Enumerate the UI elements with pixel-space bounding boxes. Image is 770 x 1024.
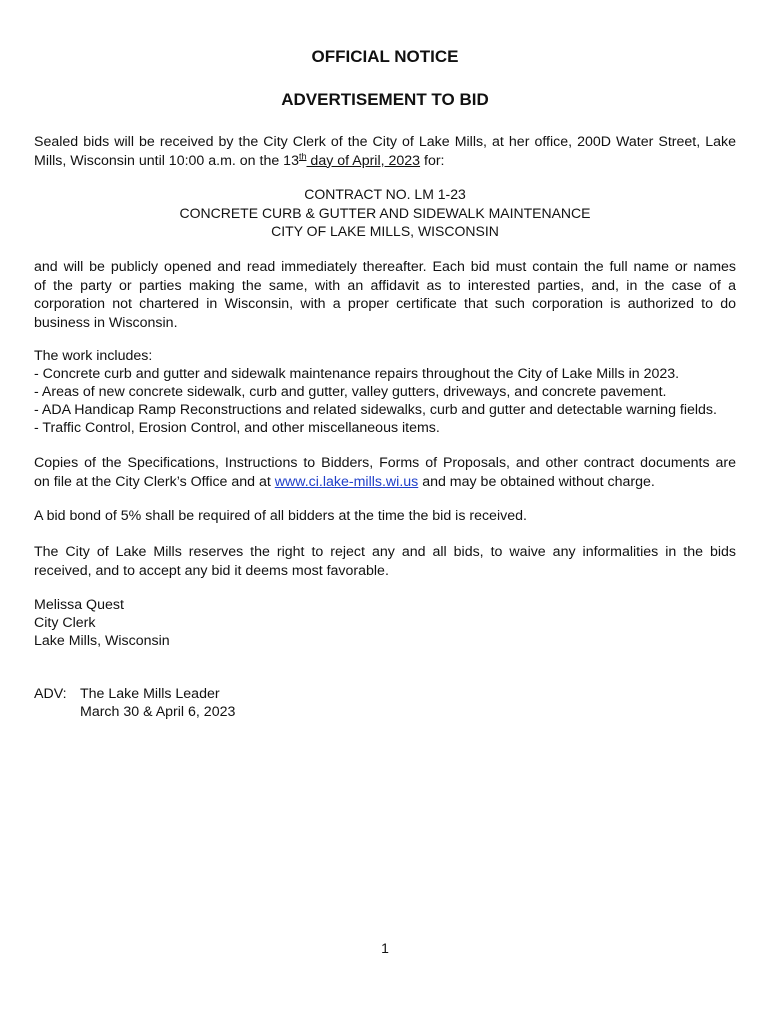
opening-line: corporation not chartered in Wisconsin, with a proper certificate that such corporation is authorized to do: [34, 296, 736, 312]
opening-line: business in Wisconsin.: [34, 314, 178, 331]
work-item: - Traffic Control, Erosion Control, and other miscellaneous items.: [34, 420, 440, 436]
notice-title: OFFICIAL NOTICE: [311, 47, 459, 66]
signer-place: Lake Mills, Wisconsin: [34, 633, 170, 649]
work-item: - Concrete curb and gutter and sidewalk maintenance repairs throughout the City of Lake Mills in 2023.: [34, 366, 680, 382]
intro-text: Mills, Wisconsin until 10:00 a.m. on the 13: [34, 152, 299, 169]
signature-block: [34, 596, 170, 650]
adv-label: ADV:: [34, 686, 67, 702]
adv-dates: March 30 & April 6, 2023: [80, 704, 236, 720]
bond-paragraph: A bid bond of 5% shall be required of all bidders at the time the bid is received.: [34, 508, 527, 524]
work-heading: The work includes:: [34, 348, 153, 364]
opening-line: and will be publicly opened and read immediately thereafter. Each bid must contain the full name or names: [34, 259, 736, 275]
contract-location: CITY OF LAKE MILLS, WISCONSIN: [271, 223, 499, 239]
city-website-link[interactable]: www.ci.lake-mills.wi.us: [274, 473, 419, 490]
contract-number: CONTRACT NO. LM 1-23: [304, 186, 466, 202]
work-item: - ADA Handicap Ramp Reconstructions and related sidewalks, curb and gutter and detectable warning fields.: [34, 402, 717, 418]
copies-line-1: Copies of the Specifications, Instructions to Bidders, Forms of Proposals, and other contract documents are: [34, 455, 736, 471]
contract-name: CONCRETE CURB & GUTTER AND SIDEWALK MAINTENANCE: [179, 205, 591, 221]
reserve-paragraph: [34, 543, 736, 580]
intro-line-2: [34, 152, 736, 171]
intro-paragraph: [34, 133, 736, 170]
reserve-line: The City of Lake Mills reserves the right to reject any and all bids, to waive any informalities in the bids: [34, 544, 736, 560]
bid-date: day of April, 2023: [306, 152, 421, 169]
page-number: 1: [381, 940, 389, 956]
copies-line-2: [34, 473, 736, 492]
signer-role: City Clerk: [34, 615, 96, 631]
adv-paper: The Lake Mills Leader: [80, 686, 220, 702]
reserve-line: received, and to accept any bid it deems most favorable.: [34, 562, 389, 579]
work-item: - Areas of new concrete sidewalk, curb and gutter, valley gutters, driveways, and concrete pavement.: [34, 384, 667, 400]
copies-paragraph: [34, 454, 736, 491]
signer-name: Melissa Quest: [34, 597, 124, 613]
intro-line-1: Sealed bids will be received by the City Clerk of the City of Lake Mills, at her office, 200D Water Street, Lake: [34, 134, 736, 150]
advertisement-block: [34, 685, 235, 721]
opening-paragraph: [34, 258, 736, 332]
intro-text-end: for:: [420, 152, 445, 169]
copies-text-end: and may be obtained without charge.: [418, 473, 655, 490]
copies-text: on file at the City Clerk’s Office and at: [34, 473, 275, 490]
work-list: [34, 347, 717, 437]
notice-subtitle: ADVERTISEMENT TO BID: [281, 90, 489, 109]
adv-line-1: [34, 685, 235, 703]
date-superscript: th: [298, 150, 307, 161]
opening-line: of the party or parties making the same, with an affidavit as to interested parties, and, in the case of a: [34, 277, 736, 294]
